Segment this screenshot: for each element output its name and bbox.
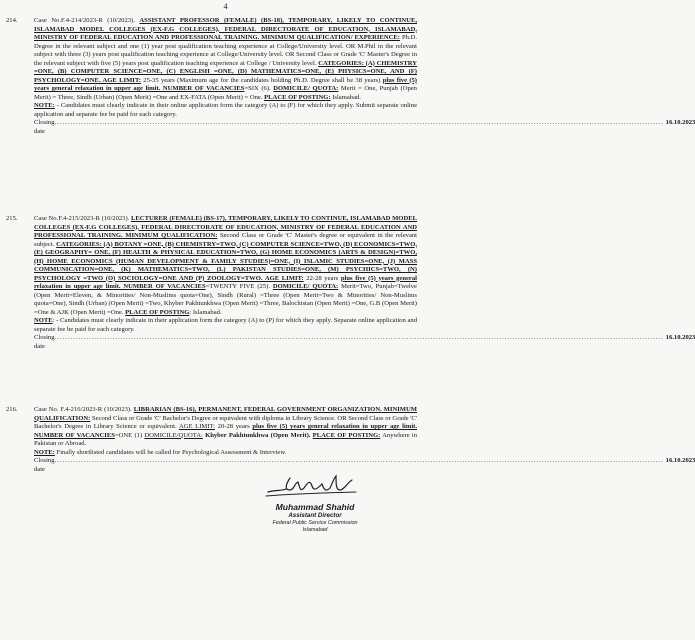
note-text: : - Candidates must clearly indicate in their application form the category (A) to (P) for which they apply. Separate online application and separate fee be paid for each category. [34, 317, 417, 333]
job-entry-215 [6, 215, 695, 351]
relaxation-vacancies: plus five (5) years general relaxation in upper age limit. NUMBER OF VACANCIES [34, 274, 417, 290]
posting-text: Islamabad. [330, 93, 361, 101]
signatory-organization: Federal Public Service Commission [272, 519, 358, 526]
job-entry-214 [6, 17, 695, 136]
closing-label: Closing date [34, 457, 55, 473]
domicile-heading: DOMICILE/QUOTA: [144, 431, 203, 439]
note-heading: NOTE: [34, 102, 55, 109]
case-number: Case No.F.4-215/2023-R (10/2023). [34, 215, 132, 222]
posting-text: Anywhere in Pakistan or Abroad. [34, 431, 418, 447]
note-heading: NOTE [34, 317, 53, 324]
note-heading: NOTE: [34, 448, 55, 456]
domicile-text: Khyber Pakhtunkhwa (Open Merit). [202, 431, 313, 439]
post-title: ASSISTANT PROFESSOR (FEMALE) (BS-18), TEMPORARY, LIKELY TO CONTINUE, ISLAMABAD MODEL COLLEGES (EX-F.G COLLEGES), FEDERAL DIRECTORATE OF EDUCATION, ISLAMABAD, MINISTRY OF FEDERAL EDUCATION AND PROFESSIONAL TRAINING. MINIMUM QUALIFICATION/ EXPERIENCE: [34, 17, 417, 41]
domicile-text: Merit = One, Punjab (Open Merit) = Three, Sindh (Urban) (Open Merit) =One and EX-FATA (Open Merit) = One. [34, 85, 417, 101]
closing-label: Closing date [34, 119, 55, 135]
closing-date-line: Closing date ...................................................................................................................................................................................................................................... 16.10.2023 [34, 457, 695, 473]
entry-body [34, 215, 695, 351]
categories-heading: CATEGORIES: (A) CHEMISTRY =ONE, (B) COMPUTER SCIENCE=ONE, (C) ENGLISH =ONE, (D) MATHEMATICS=ONE, (E) PHYSICS=ONE, AND (F) PSYCHOLOGY=ONE. AGE LIMIT: [34, 59, 418, 84]
qualification-text: Second Class or Grade 'C' Master's degree or equivalent in the relevant subject. [34, 232, 417, 248]
posting-heading: PLACE OF POSTING: [312, 431, 381, 439]
domicile-heading: DOMICILE/ QUOTA: [273, 85, 339, 92]
posting-heading: PLACE OF POSTING [125, 308, 190, 316]
signatory-title: Assistant Director [288, 512, 342, 519]
job-entry-216 [6, 406, 695, 474]
posting-text: : Islamabad. [189, 308, 222, 316]
qualification-text: Second Class or Grade 'C' Bachelor's Degree or equivalent with diploma in Library Science. OR Second Class or Grade 'C' Bachelor's Degree in Library Science or equivalent. [34, 414, 417, 430]
vacancies-count: =ONE (1) [114, 431, 145, 439]
page-number: 4 [223, 2, 228, 11]
domicile-text: Merit=Two, Punjab=Twelve (Open Merit=Eleven, & Minorities/ Non-Muslims quota=One), Sindh (Rural) =Three (Open Merit=Two & Minorities/ Non-Muslims quota=One), Sindh (Urban) (Open Merit) =Two, Khyber Pakhtunkhwa (Open Merit) =Three, Balochistan (Open Merit) =One, G.B (Open Merit) =One & AJK (Open Merit) =One. [34, 283, 417, 316]
posting-heading: PLACE OF POSTING: [264, 93, 331, 101]
case-number: Case No. F.4-216/2023-R (10/2023). [34, 406, 134, 413]
signature-block [250, 470, 380, 534]
age-limit-text: 25-35 years (Maximum age for the candidates holding Ph.D. Degree shall be 38 years) [140, 76, 383, 84]
handwritten-signature [260, 470, 370, 502]
closing-date-line: Closing date ...................................................................................................................................................................................................................................... 16.10.2023 [34, 334, 695, 350]
entry-number: 214. [6, 17, 18, 24]
entry-number: 216. [6, 406, 18, 413]
note-text: - Candidates must clearly indicate in their online application form the category (A) to (F) for which they apply. Submit separate online application and separate fee be paid for each category. [34, 102, 417, 118]
entry-body [34, 406, 695, 474]
closing-date: 16.10.2023 [665, 119, 695, 126]
entry-number: 215. [6, 215, 18, 222]
qualification-text: Ph.D. Degree in the relevant subject and one (1) year post qualification teaching experience at College/University level. OR M.Phil in the relevant subject with three (3) years post qualification teaching experience at College/University level. OR Second Class or Grade 'C' Master's Degree in the relevant subject with five (5) years post qualification teaching experience at College / University level. [34, 34, 418, 67]
closing-date: 16.10.2023 [665, 334, 695, 341]
post-title: LECTURER (FEMALE) (BS-17), TEMPORARY, LIKELY TO CONTINUE, ISLAMABAD MODEL COLLEGES (EX-F.G COLLEGES), FEDERAL DIRECTORATE OF EDUCATION, MINISTRY OF FEDERAL EDUCATION AND PROFESSIONAL TRAINING. MINIMUM QUALIFICATION: [34, 215, 417, 239]
closing-label: Closing date [34, 334, 55, 350]
age-limit-heading: AGE LIMIT: [178, 423, 215, 430]
closing-date-line: Closing date ...................................................................................................................................................................................................................................... 16.10.2023 [34, 119, 695, 135]
post-title: LIBRARIAN (BS-16), PERMANENT, FEDERAL GOVERNMENT ORGANIZATION. MINIMUM QUALIFICATION: [34, 406, 417, 422]
age-limit-text: 22-28 years [303, 274, 341, 282]
relaxation-vacancies: plus five (5) years general relaxation in upper age limit. NUMBER OF VACANCIES [34, 76, 418, 92]
age-limit-text: 20-28 years [215, 423, 253, 430]
note-text: Finally shortlisted candidates will be called for Psychological Assessment & Interview. [54, 448, 287, 456]
entry-body [34, 17, 695, 136]
domicile-heading: DOMICILE/ QUOTA: [272, 283, 339, 290]
vacancies-count: =SIX (6). [244, 85, 274, 92]
relaxation-vacancies: plus five (5) years general relaxation in upper age limit. NUMBER OF VACANCIES [34, 423, 417, 439]
closing-date: 16.10.2023 [665, 457, 695, 464]
vacancies-count: =TWENTY FIVE (25). [205, 283, 273, 290]
signatory-city: Islamabad [302, 526, 328, 533]
categories-heading: CATEGORIES: (A) BOTANY =ONE, (B) CHEMISTRY=TWO, (C) COMPUTER SCIENCE=TWO, (D) ECONOMICS=TWO, (E) GEOGRAPHY= ONE, (F) HEALTH & PHYSICAL EDUCATION=TWO, (G) HOME ECONOMICS (ARTS & DESIGN)=TWO, (H) HOME ECONOMICS (HUMAN DEVELOPMENT & FAMILY STUDIES)=ONE, (I) ISLAMIC STUDIES=ONE, (J) MASS COMMUNICATION=ONE, (K) MATHEMATICS=TWO, (L) PAKISTAN STUDIES=ONE, (M) PSYCHICS=TWO, (N) PSYCHOLOGY =TWO (O) SOCIOLOGY=ONE AND (P) ZOOLOGY=TWO. AGE LIMIT: [34, 240, 417, 282]
signatory-name: Muhammad Shahid [275, 502, 355, 512]
case-number: Case No.F.4-214/2023-R (10/2023). [34, 17, 140, 24]
